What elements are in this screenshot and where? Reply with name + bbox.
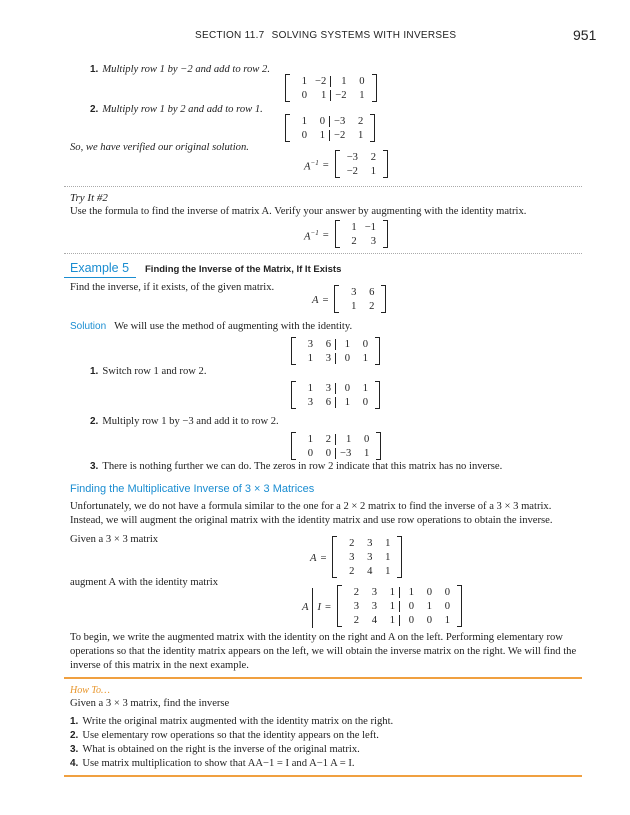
matrix-cell: 0: [444, 600, 450, 612]
matrix-a5: [332, 285, 388, 316]
matrix-cell: 1: [307, 433, 313, 445]
matrix-cell: 0: [426, 614, 432, 626]
matrix-cell: −2: [346, 165, 358, 177]
step-text: Switch row 1 and row 2.: [102, 366, 207, 377]
matrix-cell: 3: [371, 600, 377, 612]
i-label: I: [317, 602, 322, 613]
page-header: [195, 30, 456, 41]
matrix-cell: 3: [353, 600, 359, 612]
matrix-cell: 1: [351, 221, 357, 233]
equals-sign: =: [322, 160, 329, 171]
matrix-cell: 3: [370, 235, 376, 247]
right-bracket: [397, 536, 402, 578]
matrix-cell: 3: [325, 382, 331, 394]
matrix-cell: 1: [301, 115, 307, 127]
matrix-cell: 1: [370, 165, 376, 177]
matrix-cell: 3: [325, 352, 331, 364]
matrix-cell: 6: [325, 396, 331, 408]
matrix-s0: [289, 337, 382, 368]
page-number: 951: [573, 27, 597, 43]
matrix-ai3: [335, 585, 464, 630]
matrix-cell: 3: [307, 396, 313, 408]
step-top-1: [90, 64, 270, 75]
matrix-cell: 2: [357, 115, 364, 127]
right-bracket: [372, 74, 377, 102]
step-number: 2.: [70, 730, 79, 741]
matrix-cell: 1: [357, 129, 364, 141]
howto-item-1: [70, 716, 393, 727]
matrix-cell: 0: [362, 338, 368, 350]
matrix-cell: 0: [362, 396, 368, 408]
step-number: 3.: [90, 461, 99, 472]
right-bracket: [383, 150, 388, 178]
matrix-s2: [289, 432, 383, 463]
matrix-cell: 3: [367, 537, 373, 549]
matrix-ainv2: [333, 220, 390, 251]
example-title: Finding the Inverse of the Matrix, If It Exists: [145, 264, 342, 275]
step-number: 2.: [90, 416, 99, 427]
matrix-cell: −2: [315, 75, 327, 87]
right-bracket: [370, 114, 375, 142]
matrix-cell: 0: [335, 383, 354, 394]
matrix-brackets: [335, 220, 388, 248]
section-para-2: To begin, we write the augmented matrix with the identity on the right and A on the left. Performing elementary row operations so that the identity matrix appears on the left, we will obtain the inverse matrix on the right. We will find the inverse of this matrix in the next example.: [70, 632, 577, 671]
matrix-cell: 1: [389, 586, 395, 598]
matrix-m1: [283, 74, 379, 105]
matrix-cell: 3: [367, 551, 373, 563]
divider-dotted: [64, 186, 582, 187]
matrix-cell: 1: [335, 434, 355, 445]
matrix-cell: 1: [362, 352, 368, 364]
try-it-title: Try It #2: [70, 192, 108, 204]
step-text: Multiply row 1 by 2 and add to row 1.: [102, 104, 263, 115]
matrix-brackets: [334, 285, 386, 313]
matrix-brackets: [337, 585, 462, 627]
a-label: A: [302, 602, 309, 613]
howto-item-3: [70, 744, 360, 755]
solution-line: [70, 321, 352, 332]
matrix-cell: −3: [329, 116, 349, 127]
matrix-brackets: [332, 536, 402, 578]
howto-item-4: [70, 758, 355, 769]
right-bracket: [375, 381, 380, 409]
right-bracket: [381, 285, 386, 313]
example-step-3: [90, 461, 502, 472]
step-text: Write the original matrix augmented with the identity matrix on the right.: [82, 716, 394, 727]
matrix-cell: 3: [349, 551, 355, 563]
matrix-cell: −2: [330, 90, 350, 101]
matrix-brackets: [335, 150, 388, 178]
right-bracket: [383, 220, 388, 248]
ainv-equation-2: [304, 220, 390, 251]
step-text: There is nothing further we can do. The zeros in row 2 indicate that this matrix has no inverse.: [102, 461, 503, 472]
ainv-label: $A^{-1}$: [304, 158, 319, 173]
matrix-cell: 1: [389, 600, 395, 612]
matrix-cell: −1: [364, 221, 376, 233]
example-prompt: Find the inverse, if it exists, of the given matrix.: [70, 282, 275, 293]
matrix-cell: 1: [335, 339, 354, 350]
augment-bar: [312, 588, 313, 628]
matrix-cell: 3: [371, 586, 377, 598]
matrix-cell: 0: [301, 89, 307, 101]
matrix-cell: 0: [426, 586, 432, 598]
matrix-brackets: [291, 432, 381, 460]
matrix-cell: 0: [325, 447, 331, 459]
step-text: What is obtained on the right is the inverse of the original matrix.: [82, 744, 360, 755]
matrix-cell: 6: [325, 338, 331, 350]
right-bracket: [375, 337, 380, 365]
matrix-cell: 4: [367, 565, 373, 577]
matrix-cell: 0: [363, 433, 370, 445]
matrix-cell: −3: [335, 448, 355, 459]
right-bracket: [376, 432, 381, 460]
matrix-cell: 1: [426, 600, 432, 612]
matrix-cell: 3: [307, 338, 313, 350]
howto-top-rule: [64, 677, 582, 679]
matrix-cell: 2: [353, 614, 359, 626]
howto-item-2: [70, 730, 379, 741]
example-step-1: [90, 366, 207, 377]
matrix-cell: 1: [351, 300, 357, 312]
matrix-brackets: [291, 381, 380, 409]
matrix-cell: 4: [371, 614, 377, 626]
section-number: SECTION 11.7: [195, 30, 265, 41]
matrix-cell: 1: [330, 76, 350, 87]
a-equation-5: [312, 285, 388, 316]
matrix-m2: [283, 114, 377, 145]
matrix-cell: 0: [399, 615, 418, 626]
matrix-cell: 0: [444, 586, 450, 598]
augment-text: augment A with the identity matrix: [70, 577, 218, 588]
matrix-cell: 2: [369, 300, 375, 312]
step-text: Multiply row 1 by −3 and add it to row 2.: [102, 416, 279, 427]
matrix-cell: 1: [444, 614, 450, 626]
step-text: Use elementary row operations so that the identity appears on the left.: [82, 730, 379, 741]
step-text: Use matrix multiplication to show that AA−1 = I and A−1 A = I.: [82, 758, 355, 769]
section-para-1: Unfortunately, we do not have a formula similar to the one for a 2 × 2 matrix to find the inverse of a 3 × 3 matrix. Instead, we will augment the original matrix with the identity matrix and use row operations to obtain the inverse.: [70, 501, 553, 526]
matrix-cell: 1: [301, 75, 307, 87]
matrix-cell: 1: [385, 551, 391, 563]
matrix-cell: 1: [359, 89, 365, 101]
howto-bottom-rule: [64, 775, 582, 777]
matrix-cell: 1: [385, 565, 391, 577]
right-bracket: [457, 585, 462, 627]
matrix-cell: 0: [307, 447, 313, 459]
matrix-cell: 2: [370, 151, 376, 163]
step-top-2: [90, 104, 263, 115]
solution-text: We will use the method of augmenting with the identity.: [114, 321, 353, 332]
example-label: Example 5: [70, 261, 130, 275]
equals-sign: =: [322, 295, 329, 306]
matrix-cell: −2: [329, 130, 349, 141]
matrix-cell: 2: [325, 433, 331, 445]
a-label: A: [310, 553, 317, 564]
section-title: SOLVING SYSTEMS WITH INVERSES: [271, 30, 457, 41]
a-label: A: [312, 295, 319, 306]
ai-equation: [302, 585, 464, 630]
step-text: Multiply row 1 by −2 and add to row 2.: [102, 64, 270, 75]
matrix-cell: 0: [319, 115, 325, 127]
matrix-cell: −3: [346, 151, 358, 163]
matrix-cell: 2: [349, 537, 355, 549]
matrix-cell: 1: [307, 352, 313, 364]
matrix-cell: 0: [335, 353, 354, 364]
example-underline: [64, 277, 136, 278]
ainv-label: $A^{-1}$: [304, 228, 319, 243]
matrix-cell: 2: [349, 565, 355, 577]
solution-label: Solution: [70, 321, 107, 332]
matrix-brackets: [285, 74, 377, 102]
matrix-cell: 2: [351, 235, 357, 247]
howto-subtitle: Given a 3 × 3 matrix, find the inverse: [70, 698, 230, 709]
step-number: 1.: [90, 366, 99, 377]
section-heading: Finding the Multiplicative Inverse of 3 × 3 Matrices: [70, 483, 315, 495]
matrix-cell: 1: [320, 89, 327, 101]
matrix-ainv1: [333, 150, 390, 181]
matrix-cell: 1: [335, 397, 354, 408]
step-number: 1.: [70, 716, 79, 727]
step-number: 3.: [70, 744, 79, 755]
given-text: Given a 3 × 3 matrix: [70, 534, 159, 545]
step-number: 4.: [70, 758, 79, 769]
matrix-brackets: [285, 114, 375, 142]
matrix-a3: [330, 536, 404, 581]
matrix-cell: 1: [362, 382, 368, 394]
verified-text: So, we have verified our original solution.: [70, 142, 249, 153]
matrix-cell: 1: [307, 382, 313, 394]
matrix-cell: 0: [399, 601, 418, 612]
a-equation-3x3: [310, 536, 404, 581]
matrix-cell: 1: [389, 614, 395, 626]
matrix-cell: 1: [399, 587, 418, 598]
howto-title: How To…: [70, 685, 110, 696]
matrix-cell: 0: [301, 129, 307, 141]
step-number: 1.: [90, 64, 99, 75]
divider-dotted: [64, 253, 582, 254]
matrix-cell: 1: [319, 129, 325, 141]
ainv-equation-1: [304, 150, 390, 181]
equals-sign: =: [322, 230, 329, 241]
matrix-cell: 2: [353, 586, 359, 598]
equals-sign: =: [320, 553, 327, 564]
matrix-brackets: [291, 337, 380, 365]
matrix-cell: 1: [363, 447, 370, 459]
matrix-cell: 6: [369, 286, 375, 298]
example-step-2: [90, 416, 279, 427]
try-it-text: Use the formula to find the inverse of matrix A. Verify your answer by augmenting with the identity matrix.: [70, 206, 527, 217]
step-number: 2.: [90, 104, 99, 115]
equals-sign: =: [325, 602, 331, 613]
matrix-cell: 0: [359, 75, 365, 87]
matrix-s1: [289, 381, 382, 412]
matrix-cell: 3: [351, 286, 357, 298]
matrix-cell: 1: [385, 537, 391, 549]
